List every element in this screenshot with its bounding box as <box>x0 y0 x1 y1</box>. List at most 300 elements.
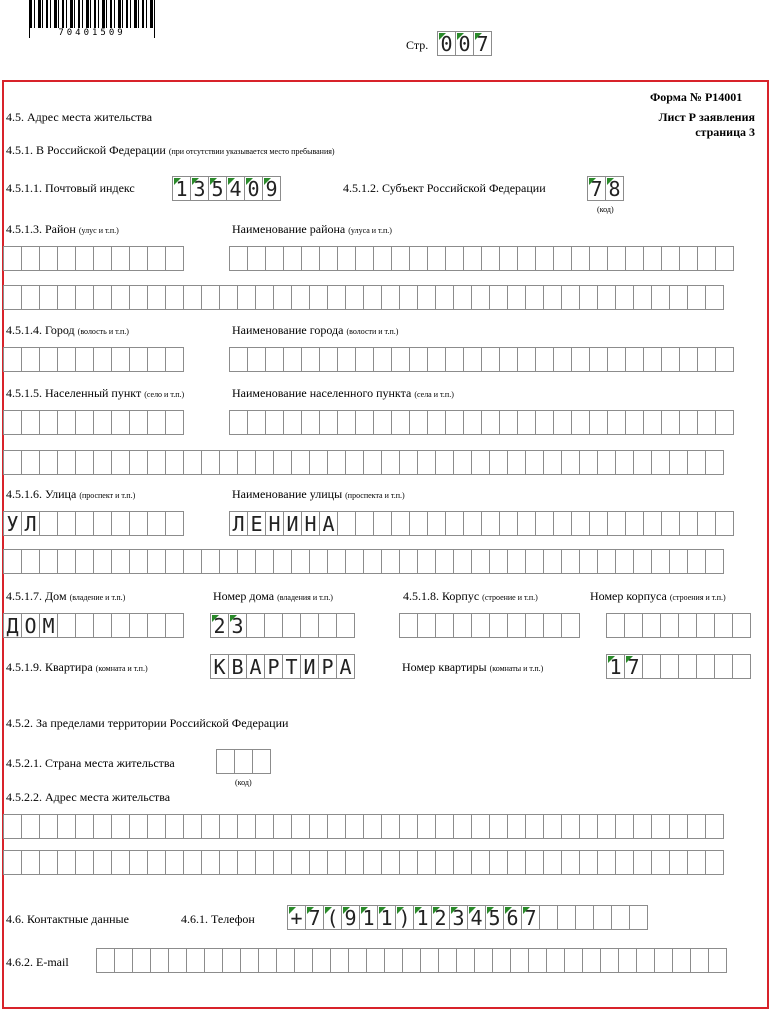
city-name-cells-cell[interactable] <box>301 347 320 372</box>
district-name-cells-row2-cell[interactable] <box>111 285 130 310</box>
street-type-cells-cell[interactable] <box>111 511 130 536</box>
phone-cells-cell[interactable]: 1 <box>359 905 378 930</box>
abroad-address-cells-row1-cell[interactable] <box>75 814 94 839</box>
abroad-address-cells-row1-cell[interactable] <box>525 814 544 839</box>
district-name-cells-cell[interactable] <box>319 246 338 271</box>
street-name-cells-cell[interactable] <box>679 511 698 536</box>
building-type-cells-cell[interactable] <box>543 613 562 638</box>
email-cells-cell[interactable] <box>528 948 547 973</box>
abroad-address-cells-row1-cell[interactable] <box>579 814 598 839</box>
city-name-cells-cell[interactable] <box>625 347 644 372</box>
street-name-cells-cell[interactable] <box>607 511 626 536</box>
district-name-cells-row2-cell[interactable] <box>255 285 274 310</box>
locality-name-cells-row2-cell[interactable] <box>165 450 184 475</box>
locality-name-cells-row2-cell[interactable] <box>201 450 220 475</box>
abroad-address-cells-row1-cell[interactable] <box>39 814 58 839</box>
building-type-cells-cell[interactable] <box>525 613 544 638</box>
street-name-cells-cell[interactable] <box>643 511 662 536</box>
locality-type-cells[interactable] <box>3 410 183 435</box>
abroad-address-cells-row1-cell[interactable] <box>291 814 310 839</box>
locality-name-cells-cell[interactable] <box>661 410 680 435</box>
abroad-address-cells-row2-cell[interactable] <box>129 850 148 875</box>
district-name-cells-cell[interactable] <box>427 246 446 271</box>
phone-cells-cell[interactable]: 7 <box>305 905 324 930</box>
district-name-cells-cell[interactable] <box>499 246 518 271</box>
district-name-cells-row2-cell[interactable] <box>669 285 688 310</box>
street-name-cells-cell[interactable] <box>697 511 716 536</box>
abroad-address-cells-row1-cell[interactable] <box>381 814 400 839</box>
street-name-cells-cell[interactable] <box>625 511 644 536</box>
locality-name-cells-cell[interactable] <box>481 410 500 435</box>
abroad-address-cells-row2-cell[interactable] <box>291 850 310 875</box>
phone-cells-cell[interactable] <box>557 905 576 930</box>
city-type-cells-cell[interactable] <box>57 347 76 372</box>
email-cells-cell[interactable] <box>600 948 619 973</box>
locality-type-cells-cell[interactable] <box>93 410 112 435</box>
district-name-cells-cell[interactable] <box>283 246 302 271</box>
locality-name-cells-row2-cell[interactable] <box>525 450 544 475</box>
street-name-cells-row2-cell[interactable] <box>489 549 508 574</box>
district-name-cells-row2-cell[interactable] <box>381 285 400 310</box>
apartment-number-cells-cell[interactable]: 7 <box>624 654 643 679</box>
apartment-type-cells-cell[interactable]: А <box>246 654 265 679</box>
locality-name-cells-cell[interactable] <box>643 410 662 435</box>
abroad-address-cells-row1-cell[interactable] <box>309 814 328 839</box>
apartment-type-cells-cell[interactable]: А <box>336 654 355 679</box>
district-type-cells-cell[interactable] <box>111 246 130 271</box>
locality-name-cells-cell[interactable] <box>625 410 644 435</box>
locality-name-cells-cell[interactable] <box>283 410 302 435</box>
email-cells-cell[interactable] <box>618 948 637 973</box>
city-name-cells-cell[interactable] <box>463 347 482 372</box>
street-name-cells-row2-cell[interactable] <box>615 549 634 574</box>
abroad-address-cells-row1-cell[interactable] <box>597 814 616 839</box>
street-name-cells-row2-cell[interactable] <box>273 549 292 574</box>
subject-code-cells-cell[interactable]: 8 <box>605 176 624 201</box>
apartment-number-cells-cell[interactable] <box>696 654 715 679</box>
house-number-cells-cell[interactable] <box>300 613 319 638</box>
locality-name-cells-row2-cell[interactable] <box>597 450 616 475</box>
street-name-cells-row2-cell[interactable] <box>633 549 652 574</box>
abroad-address-cells-row1-cell[interactable] <box>201 814 220 839</box>
locality-name-cells-cell[interactable] <box>517 410 536 435</box>
locality-name-cells-row2-cell[interactable] <box>345 450 364 475</box>
abroad-address-cells-row2-cell[interactable] <box>75 850 94 875</box>
abroad-address-cells-row2-cell[interactable] <box>147 850 166 875</box>
building-number-cells-cell[interactable] <box>732 613 751 638</box>
abroad-address-cells-row1-cell[interactable] <box>399 814 418 839</box>
locality-name-cells-cell[interactable] <box>463 410 482 435</box>
abroad-address-cells-row1-cell[interactable] <box>237 814 256 839</box>
apartment-type-cells-cell[interactable]: В <box>228 654 247 679</box>
city-name-cells-cell[interactable] <box>337 347 356 372</box>
city-name-cells-cell[interactable] <box>445 347 464 372</box>
apartment-number-cells-cell[interactable] <box>660 654 679 679</box>
street-name-cells-row2-cell[interactable] <box>309 549 328 574</box>
locality-type-cells-cell[interactable] <box>39 410 58 435</box>
abroad-address-cells-row2-cell[interactable] <box>579 850 598 875</box>
locality-name-cells-row2-cell[interactable] <box>291 450 310 475</box>
street-name-cells-row2-cell[interactable] <box>597 549 616 574</box>
street-name-cells-cell[interactable] <box>715 511 734 536</box>
phone-cells-cell[interactable]: 3 <box>449 905 468 930</box>
city-name-cells-cell[interactable] <box>481 347 500 372</box>
street-type-cells-cell[interactable] <box>165 511 184 536</box>
email-cells-cell[interactable] <box>96 948 115 973</box>
email-cells-cell[interactable] <box>708 948 727 973</box>
district-name-cells-row2-cell[interactable] <box>129 285 148 310</box>
street-name-cells-row2-cell[interactable] <box>183 549 202 574</box>
street-name-cells-cell[interactable]: Н <box>265 511 284 536</box>
street-type-cells-cell[interactable] <box>93 511 112 536</box>
locality-name-cells-row2-cell[interactable] <box>633 450 652 475</box>
abroad-address-cells-row2-cell[interactable] <box>651 850 670 875</box>
apartment-number-cells-cell[interactable] <box>714 654 733 679</box>
abroad-address-cells-row1-cell[interactable] <box>489 814 508 839</box>
district-name-cells-cell[interactable] <box>463 246 482 271</box>
locality-type-cells-cell[interactable] <box>3 410 22 435</box>
phone-cells-cell[interactable]: 7 <box>521 905 540 930</box>
city-type-cells-cell[interactable] <box>93 347 112 372</box>
district-name-cells-row2-cell[interactable] <box>417 285 436 310</box>
abroad-address-cells-row2-cell[interactable] <box>255 850 274 875</box>
street-name-cells-row2-cell[interactable] <box>255 549 274 574</box>
locality-name-cells-cell[interactable] <box>247 410 266 435</box>
locality-name-cells-cell[interactable] <box>373 410 392 435</box>
email-cells-cell[interactable] <box>132 948 151 973</box>
district-name-cells-row2-cell[interactable] <box>3 285 22 310</box>
street-name-cells-row2-cell[interactable] <box>453 549 472 574</box>
district-type-cells-cell[interactable] <box>21 246 40 271</box>
abroad-address-cells-row2-cell[interactable] <box>435 850 454 875</box>
district-type-cells-cell[interactable] <box>75 246 94 271</box>
street-name-cells-cell[interactable] <box>499 511 518 536</box>
district-name-cells-row2-cell[interactable] <box>399 285 418 310</box>
district-name-cells-row2-cell[interactable] <box>471 285 490 310</box>
abroad-address-cells-row2-cell[interactable] <box>39 850 58 875</box>
abroad-address-cells-row2-cell[interactable] <box>3 850 22 875</box>
street-name-cells-row2-cell[interactable] <box>435 549 454 574</box>
street-name-cells-row2-cell[interactable] <box>237 549 256 574</box>
locality-name-cells-row2-cell[interactable] <box>507 450 526 475</box>
street-type-cells-cell[interactable] <box>129 511 148 536</box>
abroad-address-cells-row1-cell[interactable] <box>669 814 688 839</box>
abroad-address-cells-row2-cell[interactable] <box>543 850 562 875</box>
street-name-cells-cell[interactable] <box>571 511 590 536</box>
street-name-cells-cell[interactable] <box>463 511 482 536</box>
district-name-cells-cell[interactable] <box>481 246 500 271</box>
abroad-address-cells-row2-cell[interactable] <box>273 850 292 875</box>
postal-code-cells-cell[interactable]: 9 <box>262 176 281 201</box>
locality-name-cells-row2-cell[interactable] <box>615 450 634 475</box>
city-name-cells-cell[interactable] <box>535 347 554 372</box>
phone-cells-cell[interactable]: 1 <box>413 905 432 930</box>
abroad-address-cells-row2-cell[interactable] <box>345 850 364 875</box>
postal-code-cells-cell[interactable]: 0 <box>244 176 263 201</box>
street-name-cells-cell[interactable] <box>535 511 554 536</box>
district-type-cells-cell[interactable] <box>39 246 58 271</box>
email-cells-cell[interactable] <box>474 948 493 973</box>
phone-cells-cell[interactable]: 2 <box>431 905 450 930</box>
house-number-cells-cell[interactable] <box>318 613 337 638</box>
street-name-cells-row2-cell[interactable] <box>3 549 22 574</box>
city-name-cells-cell[interactable] <box>643 347 662 372</box>
email-cells-cell[interactable] <box>150 948 169 973</box>
email-cells-cell[interactable] <box>222 948 241 973</box>
page-number-cells-cell[interactable]: 0 <box>455 31 474 56</box>
apartment-number-cells-cell[interactable] <box>732 654 751 679</box>
abroad-address-cells-row1-cell[interactable] <box>615 814 634 839</box>
abroad-address-cells-row1-cell[interactable] <box>345 814 364 839</box>
building-type-cells-cell[interactable] <box>435 613 454 638</box>
district-name-cells[interactable] <box>229 246 733 271</box>
abroad-address-cells-row2-cell[interactable] <box>219 850 238 875</box>
district-name-cells-row2-cell[interactable] <box>237 285 256 310</box>
abroad-address-cells-row1-cell[interactable] <box>219 814 238 839</box>
abroad-address-cells-row2-cell[interactable] <box>525 850 544 875</box>
email-cells-cell[interactable] <box>204 948 223 973</box>
house-type-cells-cell[interactable]: Д <box>3 613 22 638</box>
street-name-cells-cell[interactable] <box>553 511 572 536</box>
email-cells-cell[interactable] <box>330 948 349 973</box>
house-type-cells-cell[interactable] <box>129 613 148 638</box>
apartment-type-cells[interactable] <box>210 654 354 679</box>
phone-cells[interactable] <box>287 905 647 930</box>
locality-type-cells-cell[interactable] <box>111 410 130 435</box>
district-name-cells-row2-cell[interactable] <box>435 285 454 310</box>
city-name-cells-cell[interactable] <box>265 347 284 372</box>
abroad-address-cells-row2-cell[interactable] <box>561 850 580 875</box>
street-name-cells-cell[interactable] <box>481 511 500 536</box>
district-name-cells-cell[interactable] <box>661 246 680 271</box>
locality-name-cells-row2-cell[interactable] <box>93 450 112 475</box>
street-name-cells-row2-cell[interactable] <box>75 549 94 574</box>
district-name-cells-cell[interactable] <box>625 246 644 271</box>
apartment-type-cells-cell[interactable]: Р <box>318 654 337 679</box>
abroad-address-cells-row1-cell[interactable] <box>93 814 112 839</box>
city-name-cells-cell[interactable] <box>247 347 266 372</box>
district-type-cells[interactable] <box>3 246 183 271</box>
building-number-cells[interactable] <box>606 613 750 638</box>
phone-cells-cell[interactable]: 5 <box>485 905 504 930</box>
city-name-cells-cell[interactable] <box>607 347 626 372</box>
locality-name-cells-row2-cell[interactable] <box>669 450 688 475</box>
house-number-cells-cell[interactable] <box>264 613 283 638</box>
district-name-cells-cell[interactable] <box>589 246 608 271</box>
district-name-cells-row2-cell[interactable] <box>363 285 382 310</box>
abroad-address-cells-row1-cell[interactable] <box>651 814 670 839</box>
locality-type-cells-cell[interactable] <box>75 410 94 435</box>
abroad-address-cells-row1-cell[interactable] <box>417 814 436 839</box>
city-type-cells-cell[interactable] <box>111 347 130 372</box>
abroad-address-cells-row2-cell[interactable] <box>597 850 616 875</box>
abroad-address-cells-row1[interactable] <box>3 814 723 839</box>
locality-name-cells[interactable] <box>229 410 733 435</box>
abroad-address-cells-row1-cell[interactable] <box>129 814 148 839</box>
street-name-cells-cell[interactable]: Л <box>229 511 248 536</box>
country-code-cells[interactable] <box>216 749 270 774</box>
street-name-cells-cell[interactable]: Е <box>247 511 266 536</box>
building-type-cells[interactable] <box>399 613 579 638</box>
apartment-number-cells[interactable] <box>606 654 750 679</box>
district-type-cells-cell[interactable] <box>3 246 22 271</box>
phone-cells-cell[interactable] <box>575 905 594 930</box>
locality-name-cells-cell[interactable] <box>571 410 590 435</box>
locality-name-cells-row2-cell[interactable] <box>453 450 472 475</box>
locality-type-cells-cell[interactable] <box>57 410 76 435</box>
locality-name-cells-cell[interactable] <box>229 410 248 435</box>
abroad-address-cells-row2-cell[interactable] <box>471 850 490 875</box>
postal-code-cells-cell[interactable]: 3 <box>190 176 209 201</box>
email-cells-cell[interactable] <box>654 948 673 973</box>
city-type-cells[interactable] <box>3 347 183 372</box>
street-name-cells-row2-cell[interactable] <box>39 549 58 574</box>
abroad-address-cells-row1-cell[interactable] <box>327 814 346 839</box>
email-cells[interactable] <box>96 948 726 973</box>
district-name-cells-row2-cell[interactable] <box>489 285 508 310</box>
locality-name-cells-cell[interactable] <box>499 410 518 435</box>
building-number-cells-cell[interactable] <box>714 613 733 638</box>
district-name-cells-cell[interactable] <box>679 246 698 271</box>
street-name-cells-row2-cell[interactable] <box>687 549 706 574</box>
street-type-cells-cell[interactable] <box>39 511 58 536</box>
abroad-address-cells-row1-cell[interactable] <box>471 814 490 839</box>
locality-name-cells-row2-cell[interactable] <box>219 450 238 475</box>
street-name-cells-row2-cell[interactable] <box>57 549 76 574</box>
district-name-cells-row2-cell[interactable] <box>561 285 580 310</box>
abroad-address-cells-row2-cell[interactable] <box>183 850 202 875</box>
email-cells-cell[interactable] <box>420 948 439 973</box>
city-type-cells-cell[interactable] <box>165 347 184 372</box>
locality-name-cells-row2-cell[interactable] <box>183 450 202 475</box>
locality-name-cells-cell[interactable] <box>607 410 626 435</box>
page-number-cells[interactable] <box>437 31 491 56</box>
locality-name-cells-row2-cell[interactable] <box>237 450 256 475</box>
district-name-cells-cell[interactable] <box>571 246 590 271</box>
street-name-cells-cell[interactable] <box>517 511 536 536</box>
district-name-cells-cell[interactable] <box>715 246 734 271</box>
street-name-cells-row2-cell[interactable] <box>363 549 382 574</box>
street-name-cells-row2-cell[interactable] <box>579 549 598 574</box>
district-name-cells-row2-cell[interactable] <box>183 285 202 310</box>
building-number-cells-cell[interactable] <box>624 613 643 638</box>
locality-name-cells-row2[interactable] <box>3 450 723 475</box>
locality-type-cells-cell[interactable] <box>21 410 40 435</box>
district-name-cells-cell[interactable] <box>265 246 284 271</box>
house-number-cells-cell[interactable]: 2 <box>210 613 229 638</box>
street-type-cells-cell[interactable] <box>57 511 76 536</box>
email-cells-cell[interactable] <box>384 948 403 973</box>
abroad-address-cells-row2-cell[interactable] <box>417 850 436 875</box>
street-name-cells-row2-cell[interactable] <box>93 549 112 574</box>
email-cells-cell[interactable] <box>276 948 295 973</box>
street-name-cells-row2-cell[interactable] <box>543 549 562 574</box>
phone-cells-cell[interactable] <box>539 905 558 930</box>
email-cells-cell[interactable] <box>186 948 205 973</box>
subject-code-cells[interactable] <box>587 176 623 201</box>
street-name-cells-cell[interactable] <box>427 511 446 536</box>
street-name-cells-row2-cell[interactable] <box>21 549 40 574</box>
house-number-cells-cell[interactable] <box>246 613 265 638</box>
city-name-cells-cell[interactable] <box>571 347 590 372</box>
city-name-cells-cell[interactable] <box>229 347 248 372</box>
locality-name-cells-cell[interactable] <box>355 410 374 435</box>
city-name-cells-cell[interactable] <box>517 347 536 372</box>
house-type-cells-cell[interactable] <box>111 613 130 638</box>
street-name-cells-row2-cell[interactable] <box>705 549 724 574</box>
abroad-address-cells-row2-cell[interactable] <box>57 850 76 875</box>
house-number-cells[interactable] <box>210 613 354 638</box>
district-name-cells-row2-cell[interactable] <box>291 285 310 310</box>
abroad-address-cells-row2-cell[interactable] <box>507 850 526 875</box>
abroad-address-cells-row2-cell[interactable] <box>21 850 40 875</box>
street-name-cells-row2[interactable] <box>3 549 723 574</box>
phone-cells-cell[interactable]: ( <box>323 905 342 930</box>
street-name-cells-row2-cell[interactable] <box>165 549 184 574</box>
street-name-cells-cell[interactable] <box>337 511 356 536</box>
email-cells-cell[interactable] <box>492 948 511 973</box>
phone-cells-cell[interactable] <box>593 905 612 930</box>
house-type-cells-cell[interactable] <box>75 613 94 638</box>
abroad-address-cells-row2-cell[interactable] <box>93 850 112 875</box>
district-name-cells-row2-cell[interactable] <box>507 285 526 310</box>
house-number-cells-cell[interactable]: 3 <box>228 613 247 638</box>
district-name-cells-row2-cell[interactable] <box>75 285 94 310</box>
locality-name-cells-cell[interactable] <box>445 410 464 435</box>
abroad-address-cells-row2-cell[interactable] <box>633 850 652 875</box>
locality-name-cells-row2-cell[interactable] <box>309 450 328 475</box>
locality-name-cells-row2-cell[interactable] <box>363 450 382 475</box>
abroad-address-cells-row1-cell[interactable] <box>633 814 652 839</box>
locality-name-cells-row2-cell[interactable] <box>75 450 94 475</box>
city-type-cells-cell[interactable] <box>3 347 22 372</box>
district-name-cells-row2-cell[interactable] <box>687 285 706 310</box>
locality-name-cells-row2-cell[interactable] <box>381 450 400 475</box>
phone-cells-cell[interactable]: 6 <box>503 905 522 930</box>
locality-type-cells-cell[interactable] <box>147 410 166 435</box>
postal-code-cells-cell[interactable]: 5 <box>208 176 227 201</box>
district-name-cells-row2-cell[interactable] <box>273 285 292 310</box>
building-number-cells-cell[interactable] <box>642 613 661 638</box>
abroad-address-cells-row2-cell[interactable] <box>669 850 688 875</box>
street-name-cells-cell[interactable]: Н <box>301 511 320 536</box>
street-type-cells-cell[interactable]: У <box>3 511 22 536</box>
abroad-address-cells-row2-cell[interactable] <box>489 850 508 875</box>
district-name-cells-row2-cell[interactable] <box>21 285 40 310</box>
email-cells-cell[interactable] <box>168 948 187 973</box>
district-name-cells-cell[interactable] <box>607 246 626 271</box>
street-name-cells-cell[interactable] <box>445 511 464 536</box>
street-name-cells-row2-cell[interactable] <box>471 549 490 574</box>
abroad-address-cells-row1-cell[interactable] <box>363 814 382 839</box>
district-name-cells-cell[interactable] <box>229 246 248 271</box>
house-type-cells-cell[interactable]: О <box>21 613 40 638</box>
locality-name-cells-row2-cell[interactable] <box>111 450 130 475</box>
district-name-cells-cell[interactable] <box>301 246 320 271</box>
city-name-cells-cell[interactable] <box>283 347 302 372</box>
city-name-cells-cell[interactable] <box>409 347 428 372</box>
city-name-cells[interactable] <box>229 347 733 372</box>
postal-code-cells-cell[interactable]: 4 <box>226 176 245 201</box>
locality-type-cells-cell[interactable] <box>165 410 184 435</box>
locality-name-cells-row2-cell[interactable] <box>579 450 598 475</box>
district-name-cells-row2-cell[interactable] <box>93 285 112 310</box>
locality-name-cells-cell[interactable] <box>337 410 356 435</box>
district-name-cells-cell[interactable] <box>535 246 554 271</box>
email-cells-cell[interactable] <box>348 948 367 973</box>
district-name-cells-row2-cell[interactable] <box>147 285 166 310</box>
abroad-address-cells-row1-cell[interactable] <box>255 814 274 839</box>
